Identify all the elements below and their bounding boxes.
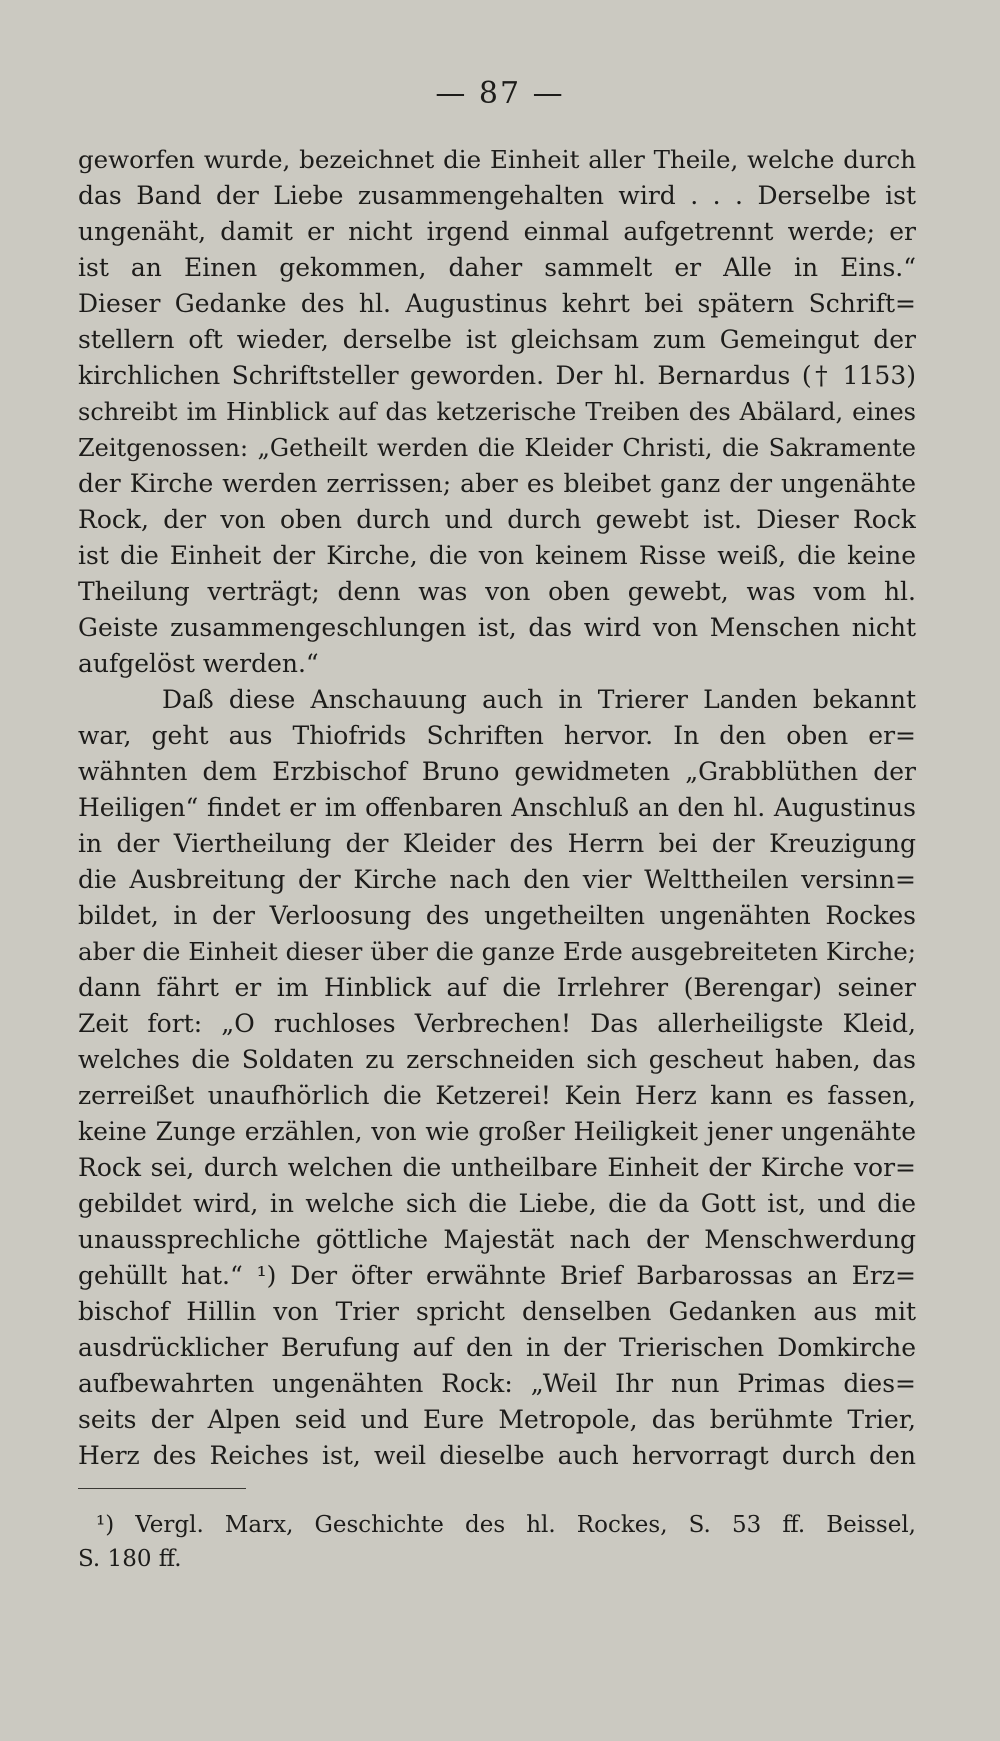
- text-line: dann fährt er im Hinblick auf die Irrlehrer (Berengar) seiner: [78, 973, 916, 1002]
- text-line: welches die Soldaten zu zerschneiden sich gescheut haben, das: [78, 1045, 916, 1074]
- text-line: keine Zunge erzählen, von wie großer Heiligkeit jener ungenähte: [78, 1117, 916, 1146]
- text-line: gebildet wird, in welche sich die Liebe, die da Gott ist, und die: [78, 1189, 916, 1218]
- text-line: das Band der Liebe zusammengehalten wird . . . Derselbe ist: [78, 181, 916, 210]
- text-line: die Ausbreitung der Kirche nach den vier Welttheilen versinn=: [78, 865, 916, 894]
- text-line: zerreißet unaufhörlich die Ketzerei! Kein Herz kann es fassen,: [78, 1081, 916, 1110]
- footnote-block: [78, 1508, 916, 1576]
- text-line: Heiligen“ findet er im offenbaren Anschluß an den hl. Augustinus: [78, 793, 916, 822]
- text-line: kirchlichen Schriftsteller geworden. Der hl. Bernardus († 1153): [78, 361, 916, 390]
- text-line: Herz des Reiches ist, weil dieselbe auch hervorragt durch den: [78, 1441, 916, 1470]
- text-line: wähnten dem Erzbischof Bruno gewidmeten „Grabblüthen der: [78, 757, 916, 786]
- text-line: Rock, der von oben durch und durch gewebt ist. Dieser Rock: [78, 505, 916, 534]
- text-line: aufgelöst werden.“: [78, 649, 319, 678]
- text-line: Theilung verträgt; denn was von oben gewebt, was vom hl.: [78, 577, 916, 606]
- text-line: schreibt im Hinblick auf das ketzerische Treiben des Abälard, eines: [78, 398, 916, 426]
- text-line: Daß diese Anschauung auch in Trierer Landen bekannt: [162, 685, 916, 714]
- text-line: Zeitgenossen: „Getheilt werden die Kleider Christi, die Sakramente: [78, 434, 916, 462]
- text-line: ausdrücklicher Berufung auf den in der Trierischen Domkirche: [78, 1333, 916, 1362]
- footnote-line: S. 180 ff.: [78, 1546, 182, 1572]
- text-line: aber die Einheit dieser über die ganze Erde ausgebreiteten Kirche;: [78, 937, 916, 966]
- text-line: war, geht aus Thiofrids Schriften hervor. In den oben er=: [78, 721, 916, 750]
- text-line: Dieser Gedanke des hl. Augustinus kehrt bei spätern Schrift=: [78, 289, 916, 318]
- text-line: Geiste zusammengeschlungen ist, das wird von Menschen nicht: [78, 613, 916, 642]
- text-line: gehüllt hat.“ ¹) Der öfter erwähnte Brief Barbarossas an Erz=: [78, 1261, 916, 1290]
- text-line: bischof Hillin von Trier spricht denselben Gedanken aus mit: [78, 1297, 916, 1326]
- text-line: geworfen wurde, bezeichnet die Einheit aller Theile, welche durch: [78, 145, 916, 174]
- footnote-line: ¹) Vergl. Marx, Geschichte des hl. Rockes, S. 53 ff. Beissel,: [96, 1512, 916, 1538]
- text-line: ist die Einheit der Kirche, die von keinem Risse weiß, die keine: [78, 541, 916, 570]
- footnote-separator: [78, 1488, 246, 1489]
- text-line: Zeit fort: „O ruchloses Verbrechen! Das allerheiligste Kleid,: [78, 1009, 916, 1038]
- text-line: Rock sei, durch welchen die untheilbare Einheit der Kirche vor=: [78, 1153, 916, 1182]
- text-line: aufbewahrten ungenähten Rock: „Weil Ihr nun Primas dies=: [78, 1369, 916, 1398]
- text-line: bildet, in der Verloosung des ungetheilten ungenähten Rockes: [78, 901, 916, 930]
- text-line: ist an Einen gekommen, daher sammelt er Alle in Eins.“: [78, 253, 916, 282]
- text-line: in der Viertheilung der Kleider des Herrn bei der Kreuzigung: [78, 829, 916, 858]
- text-line: seits der Alpen seid und Eure Metropole, das berühmte Trier,: [78, 1405, 916, 1434]
- page-number: — 87 —: [435, 76, 565, 111]
- body-text: [78, 142, 916, 1474]
- text-line: ungenäht, damit er nicht irgend einmal aufgetrennt werde; er: [78, 217, 916, 246]
- text-line: stellern oft wieder, derselbe ist gleichsam zum Gemeingut der: [78, 325, 916, 354]
- text-line: der Kirche werden zerrissen; aber es bleibet ganz der ungenähte: [78, 469, 916, 498]
- text-line: unaussprechliche göttliche Majestät nach der Menschwerdung: [78, 1225, 916, 1254]
